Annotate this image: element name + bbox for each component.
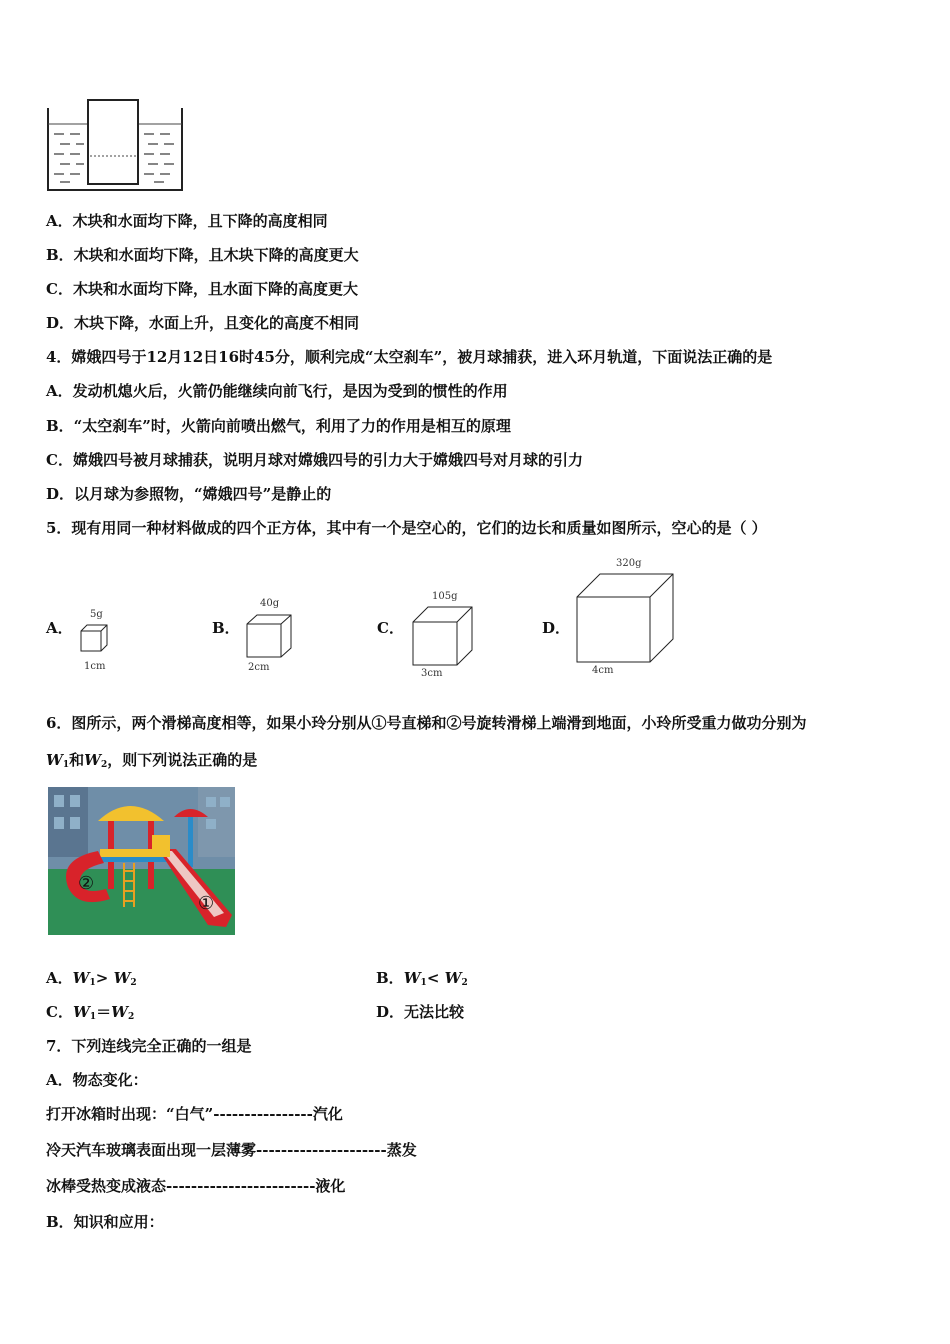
q5-cube-b-label: B． xyxy=(212,619,240,637)
q6-option-c-sub1: 1 xyxy=(89,1012,97,1022)
q6-option-c-w1: W xyxy=(72,1003,90,1021)
q6-option-c-relation: ＝ xyxy=(96,1003,112,1021)
q5-cube-d-mass: 320g xyxy=(616,558,642,569)
q6-option-a-relation: > xyxy=(95,969,114,987)
q5-cube-c-label: C． xyxy=(377,619,404,637)
q6-option-a-w2: W xyxy=(113,969,131,987)
q5-cube-d-label: D． xyxy=(542,619,571,637)
q3-option-b: B．木块和水面均下降，且木块下降的高度更大 xyxy=(46,246,359,264)
q6-option-c xyxy=(46,1002,134,1027)
q6-option-a-sub2: 2 xyxy=(130,978,137,988)
q5-cube-a-edge: 1cm xyxy=(84,661,106,672)
q5-cube-c xyxy=(410,604,476,668)
q6-option-a xyxy=(46,968,137,993)
q6-option-b-relation: < xyxy=(426,969,445,987)
q6-and-text: 和 xyxy=(69,751,85,769)
q5-cube-b xyxy=(244,612,294,660)
q6-w1-subscript: 1 xyxy=(62,760,70,770)
q6-option-c-label: C． xyxy=(46,1003,73,1021)
q7-option-a-title: A．物态变化： xyxy=(46,1071,148,1089)
wood-block-in-water-figure xyxy=(44,98,186,194)
q3-option-a: A．木块和水面均下降，且下降的高度相同 xyxy=(46,212,328,230)
q7-stem: 7．下列连线完全正确的一组是 xyxy=(46,1037,252,1055)
photo-mark-1: ① xyxy=(198,893,215,914)
q6-option-b-w1: W xyxy=(403,969,421,987)
playground-slide-photo xyxy=(48,787,235,935)
q5-cube-d xyxy=(573,571,677,665)
q5-cube-a xyxy=(78,622,110,654)
q6-option-c-sub2: 2 xyxy=(127,1012,135,1022)
q5-cube-c-mass: 105g xyxy=(432,591,458,602)
q5-cube-c-edge: 3cm xyxy=(421,668,443,679)
q6-option-c-w2: W xyxy=(111,1003,128,1021)
q3-option-c: C．木块和水面均下降，且水面下降的高度更大 xyxy=(46,280,358,298)
q6-w1-symbol: W xyxy=(46,751,63,769)
q5-cube-b-mass: 40g xyxy=(260,598,280,609)
q6-stem-line2 xyxy=(46,750,257,775)
q6-option-d: D．无法比较 xyxy=(376,1003,465,1021)
q6-option-b-sub1: 1 xyxy=(420,978,427,988)
q6-option-a-w1: W xyxy=(72,969,90,987)
q3-option-d: D．木块下降，水面上升，且变化的高度不相同 xyxy=(46,314,360,332)
q6-stem-tail: ，则下列说法正确的是 xyxy=(107,751,258,769)
q7-option-b-title: B．知识和应用： xyxy=(46,1213,164,1231)
q6-option-a-label: A． xyxy=(46,969,73,987)
q5-cube-b-edge: 2cm xyxy=(248,662,270,673)
q5-cube-a-label: A． xyxy=(46,619,73,637)
q4-option-d: D．以月球为参照物，“嫦娥四号”是静止的 xyxy=(46,485,332,503)
q5-cube-d-edge: 4cm xyxy=(592,665,614,676)
photo-mark-2: ② xyxy=(78,873,95,894)
q4-option-c: C．嫦娥四号被月球捕获，说明月球对嫦娥四号的引力大于嫦娥四号对月球的引力 xyxy=(46,451,583,469)
q4-option-a: A．发动机熄火后，火箭仍能继续向前飞行，是因为受到的惯性的作用 xyxy=(46,382,508,400)
q7-option-a-line-3: 冰棒受热变成液态------------------------液化 xyxy=(46,1177,346,1195)
q7-option-a-line-2: 冷天汽车玻璃表面出现一层薄雾---------------------蒸发 xyxy=(46,1141,417,1159)
q6-option-b-label: B． xyxy=(376,969,404,987)
q5-stem: 5．现有用同一种材料做成的四个正方体，其中有一个是空心的，它们的边长和质量如图所示，空心的是（ ） xyxy=(46,519,767,537)
q6-option-b xyxy=(376,968,468,993)
q4-option-b: B．“太空刹车”时，火箭向前喷出燃气，利用了力的作用是相互的原理 xyxy=(46,417,511,435)
q6-option-a-sub1: 1 xyxy=(89,978,96,988)
q6-option-b-w2: W xyxy=(444,969,462,987)
q6-option-b-sub2: 2 xyxy=(461,978,468,988)
q6-w2-subscript: 2 xyxy=(101,760,108,770)
q5-cube-a-mass: 5g xyxy=(90,609,103,620)
q6-w2-symbol: W xyxy=(84,751,101,769)
q4-stem: 4．嫦娥四号于12月12日16时45分，顺利完成“太空刹车”，被月球捕获，进入环月轨道，下面说法正确的是 xyxy=(46,348,773,366)
q6-stem: 6．图所示，两个滑梯高度相等，如果小玲分别从①号直梯和②号旋转滑梯上端滑到地面，小玲所受重力做功分别为 xyxy=(46,714,807,732)
q7-option-a-line-1: 打开冰箱时出现：“白气”----------------汽化 xyxy=(46,1105,343,1123)
